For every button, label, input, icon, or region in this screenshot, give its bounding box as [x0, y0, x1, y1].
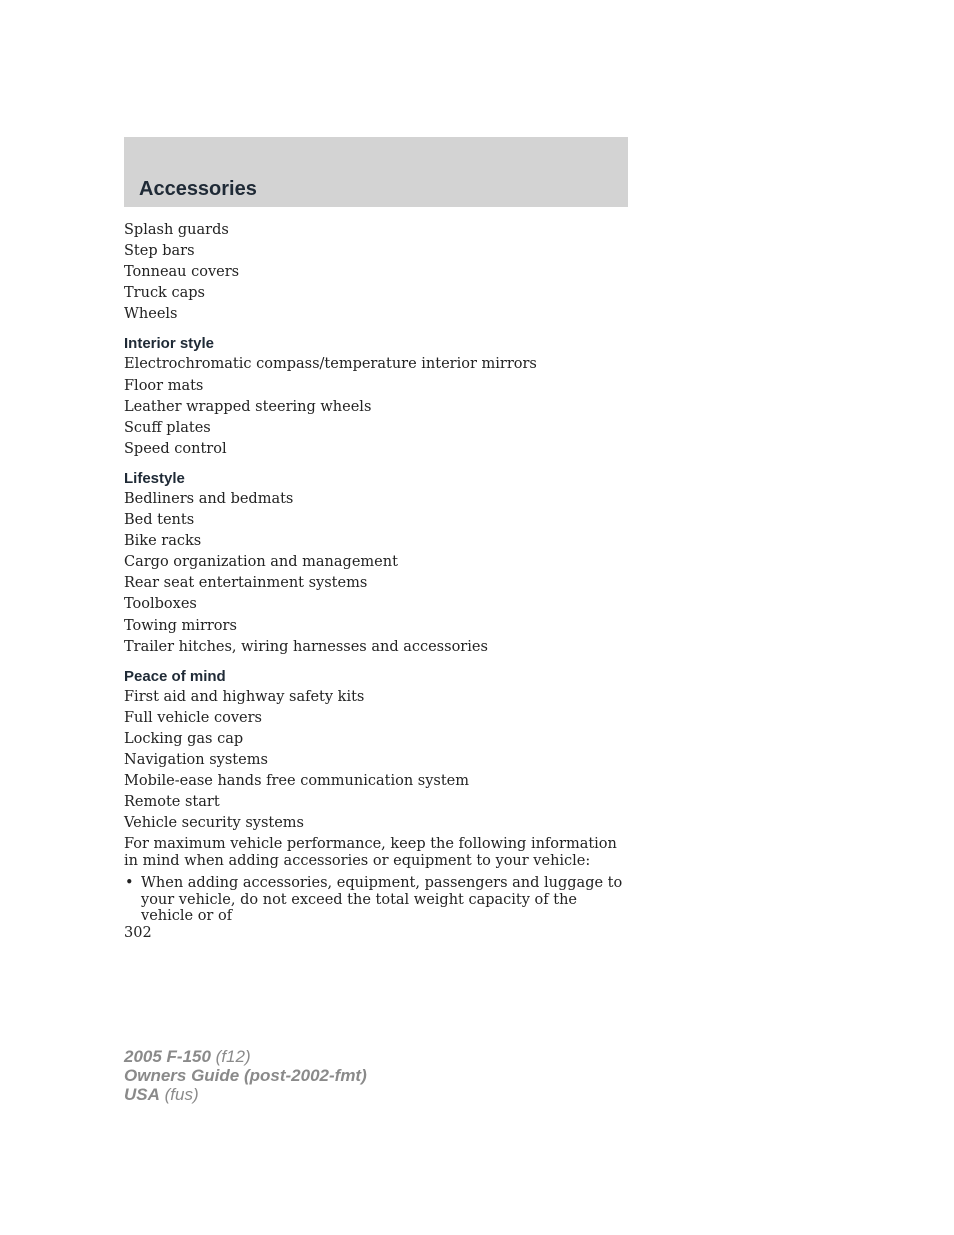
list-item: Leather wrapped steering wheels [124, 398, 372, 415]
list-item: Rear seat entertainment systems [124, 575, 368, 592]
list-item: Mobile-ease hands free communication system [124, 773, 469, 790]
section-header-band [124, 137, 628, 207]
bullet-icon: • [125, 875, 134, 892]
page-content [124, 220, 628, 925]
list-item: Vehicle security systems [124, 815, 304, 832]
footer-region: USA [124, 1085, 160, 1104]
footer-line-guide [124, 1066, 367, 1085]
list-item: Toolboxes [124, 596, 197, 613]
footer-model-code: (f12) [210, 1047, 251, 1066]
footer-line-region [124, 1085, 367, 1104]
section-heading: Interior style [124, 335, 215, 353]
bullet-item [124, 875, 628, 925]
list-item: Bedliners and bedmats [124, 490, 294, 507]
list-item: Wheels [124, 306, 178, 323]
section-heading: Peace of mind [124, 667, 226, 685]
footer-guide: Owners Guide (post-2002-fmt) [124, 1066, 367, 1085]
list-item: Full vehicle covers [124, 709, 262, 726]
list-item: Scuff plates [124, 419, 211, 436]
body-paragraph: For maximum vehicle performance, keep the following information in mind when adding accessories or equipment to your vehicle: [124, 836, 617, 869]
list-item: Splash guards [124, 222, 229, 238]
section-peace-of-mind [124, 666, 628, 835]
list-item: Step bars [124, 243, 195, 260]
list-item: Tonneau covers [124, 264, 240, 281]
section-heading: Lifestyle [124, 469, 185, 487]
section-interior-style [124, 333, 628, 459]
list-item: Truck caps [124, 285, 205, 302]
document-footer [124, 1047, 367, 1104]
list-item: Towing mirrors [124, 617, 237, 634]
list-item: Electrochromatic compass/temperature interior mirrors [124, 356, 537, 373]
list-item: Floor mats [124, 377, 204, 394]
list-item: Locking gas cap [124, 730, 244, 747]
section-lifestyle [124, 468, 628, 658]
list-item: First aid and highway safety kits [124, 688, 365, 705]
list-item: Cargo organization and management [124, 554, 398, 571]
list-item: Bike racks [124, 533, 202, 550]
section-title: Accessories [139, 178, 257, 200]
bullet-text: When adding accessories, equipment, passengers and luggage to your vehicle, do not exceed the total weight capacity of the vehicle or of [141, 875, 623, 925]
footer-line-model [124, 1047, 367, 1066]
list-item: Speed control [124, 440, 227, 457]
page-number: 302 [124, 925, 152, 941]
list-item: Remote start [124, 794, 220, 811]
footer-region-code: (fus) [159, 1085, 199, 1104]
footer-model: 2005 F-150 [124, 1047, 211, 1066]
list-item: Bed tents [124, 512, 195, 529]
intro-list [124, 220, 628, 325]
list-item: Trailer hitches, wiring harnesses and accessories [124, 638, 488, 655]
list-item: Navigation systems [124, 751, 268, 768]
